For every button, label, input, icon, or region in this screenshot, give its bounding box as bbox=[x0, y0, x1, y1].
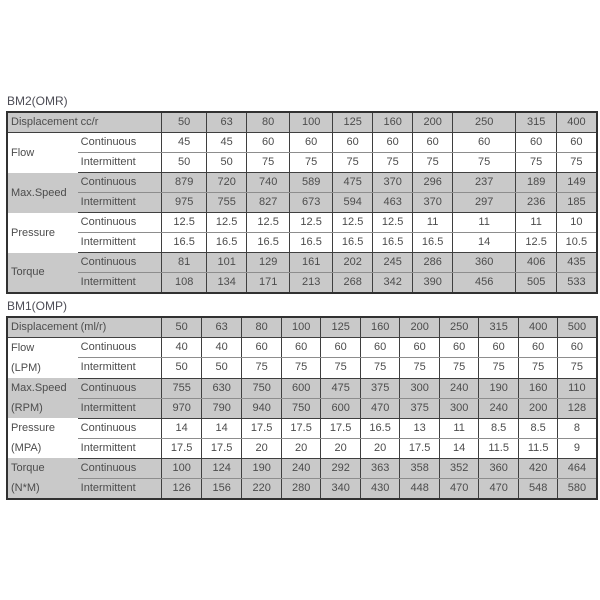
value-cell: 12.5 bbox=[373, 213, 413, 233]
value-cell: 594 bbox=[333, 193, 373, 213]
header-column-cell: 250 bbox=[453, 112, 516, 133]
value-cell: 340 bbox=[321, 478, 361, 499]
table-row bbox=[7, 418, 597, 438]
value-cell: 60 bbox=[321, 338, 361, 358]
group-label-cell bbox=[7, 133, 78, 173]
value-cell: 110 bbox=[558, 378, 597, 398]
value-cell: 720 bbox=[207, 173, 247, 193]
value-cell: 60 bbox=[373, 133, 413, 153]
value-cell: 213 bbox=[290, 273, 333, 294]
header-column-cell: 100 bbox=[282, 317, 321, 338]
value-cell: 268 bbox=[333, 273, 373, 294]
header-column-cell: 500 bbox=[558, 317, 597, 338]
sub-label-cell: Continuous bbox=[78, 378, 162, 398]
value-cell: 475 bbox=[321, 378, 361, 398]
value-cell: 12.5 bbox=[162, 213, 207, 233]
group-label-line: Torque bbox=[11, 266, 45, 279]
value-cell: 292 bbox=[321, 458, 361, 478]
group-label-line: Flow bbox=[11, 146, 35, 159]
value-cell: 600 bbox=[282, 378, 321, 398]
value-cell: 13 bbox=[400, 418, 440, 438]
value-cell: 470 bbox=[361, 398, 400, 418]
value-cell: 75 bbox=[516, 153, 557, 173]
value-cell: 240 bbox=[479, 398, 519, 418]
value-cell: 60 bbox=[290, 133, 333, 153]
value-cell: 75 bbox=[282, 358, 321, 378]
value-cell: 750 bbox=[282, 398, 321, 418]
value-cell: 60 bbox=[516, 133, 557, 153]
value-cell: 10.5 bbox=[557, 233, 597, 253]
group-label-line: Torque bbox=[11, 462, 45, 474]
header-column-cell: 100 bbox=[290, 112, 333, 133]
value-cell: 202 bbox=[333, 253, 373, 273]
value-cell: 11 bbox=[516, 213, 557, 233]
value-cell: 352 bbox=[440, 458, 479, 478]
sub-label-cell: Intermittent bbox=[78, 153, 162, 173]
value-cell: 14 bbox=[440, 438, 479, 458]
value-cell: 673 bbox=[290, 193, 333, 213]
value-cell: 296 bbox=[413, 173, 453, 193]
table-row bbox=[7, 458, 597, 478]
value-cell: 580 bbox=[558, 478, 597, 499]
value-cell: 75 bbox=[333, 153, 373, 173]
value-cell: 363 bbox=[361, 458, 400, 478]
value-cell: 17.5 bbox=[202, 438, 242, 458]
value-cell: 60 bbox=[558, 338, 597, 358]
table-row bbox=[7, 398, 597, 418]
value-cell: 827 bbox=[247, 193, 290, 213]
value-cell: 45 bbox=[207, 133, 247, 153]
value-cell: 8 bbox=[558, 418, 597, 438]
value-cell: 448 bbox=[400, 478, 440, 499]
value-cell: 17.5 bbox=[321, 418, 361, 438]
value-cell: 390 bbox=[413, 273, 453, 294]
sub-label-cell: Continuous bbox=[78, 253, 162, 273]
value-cell: 50 bbox=[162, 358, 202, 378]
header-column-cell: 315 bbox=[516, 112, 557, 133]
table-row bbox=[7, 438, 597, 458]
value-cell: 475 bbox=[333, 173, 373, 193]
value-cell: 100 bbox=[162, 458, 202, 478]
value-cell: 40 bbox=[202, 338, 242, 358]
value-cell: 75 bbox=[361, 358, 400, 378]
value-cell: 940 bbox=[242, 398, 282, 418]
header-column-cell: 63 bbox=[202, 317, 242, 338]
value-cell: 20 bbox=[361, 438, 400, 458]
value-cell: 10 bbox=[557, 213, 597, 233]
table-row bbox=[7, 173, 597, 193]
value-cell: 220 bbox=[242, 478, 282, 499]
value-cell: 630 bbox=[202, 378, 242, 398]
header-column-cell: 315 bbox=[479, 317, 519, 338]
table-row bbox=[7, 153, 597, 173]
value-cell: 342 bbox=[373, 273, 413, 294]
value-cell: 245 bbox=[373, 253, 413, 273]
value-cell: 375 bbox=[361, 378, 400, 398]
value-cell: 50 bbox=[207, 153, 247, 173]
value-cell: 75 bbox=[453, 153, 516, 173]
value-cell: 149 bbox=[557, 173, 597, 193]
value-cell: 60 bbox=[453, 133, 516, 153]
value-cell: 17.5 bbox=[400, 438, 440, 458]
header-column-cell: 125 bbox=[321, 317, 361, 338]
group-label-line: (RPM) bbox=[11, 402, 43, 414]
value-cell: 101 bbox=[207, 253, 247, 273]
value-cell: 435 bbox=[557, 253, 597, 273]
value-cell: 129 bbox=[247, 253, 290, 273]
group-label-line: (MPA) bbox=[11, 442, 42, 454]
table-row bbox=[7, 213, 597, 233]
value-cell: 11 bbox=[453, 213, 516, 233]
value-cell: 160 bbox=[519, 378, 558, 398]
sub-label-cell: Intermittent bbox=[78, 398, 162, 418]
value-cell: 108 bbox=[162, 273, 207, 294]
value-cell: 75 bbox=[479, 358, 519, 378]
value-cell: 50 bbox=[202, 358, 242, 378]
value-cell: 755 bbox=[162, 378, 202, 398]
group-label-cell bbox=[7, 253, 78, 294]
header-column-cell: 250 bbox=[440, 317, 479, 338]
value-cell: 60 bbox=[557, 133, 597, 153]
table-header-row bbox=[7, 317, 597, 338]
header-unit-cell: cc/r bbox=[78, 112, 162, 133]
value-cell: 128 bbox=[558, 398, 597, 418]
value-cell: 50 bbox=[162, 153, 207, 173]
value-cell: 9 bbox=[558, 438, 597, 458]
value-cell: 300 bbox=[400, 378, 440, 398]
value-cell: 17.5 bbox=[242, 418, 282, 438]
value-cell: 300 bbox=[440, 398, 479, 418]
value-cell: 60 bbox=[242, 338, 282, 358]
group-label-cell bbox=[7, 458, 78, 499]
value-cell: 470 bbox=[440, 478, 479, 499]
group-label-cell bbox=[7, 213, 78, 253]
value-cell: 420 bbox=[519, 458, 558, 478]
value-cell: 358 bbox=[400, 458, 440, 478]
header-unit-cell: (ml/r) bbox=[78, 317, 162, 338]
value-cell: 75 bbox=[519, 358, 558, 378]
value-cell: 14 bbox=[162, 418, 202, 438]
value-cell: 60 bbox=[333, 133, 373, 153]
value-cell: 60 bbox=[247, 133, 290, 153]
table-row bbox=[7, 273, 597, 294]
value-cell: 12.5 bbox=[247, 213, 290, 233]
value-cell: 406 bbox=[516, 253, 557, 273]
value-cell: 60 bbox=[519, 338, 558, 358]
value-cell: 12.5 bbox=[333, 213, 373, 233]
value-cell: 200 bbox=[519, 398, 558, 418]
value-cell: 600 bbox=[321, 398, 361, 418]
value-cell: 17.5 bbox=[162, 438, 202, 458]
value-cell: 81 bbox=[162, 253, 207, 273]
value-cell: 75 bbox=[321, 358, 361, 378]
value-cell: 14 bbox=[453, 233, 516, 253]
value-cell: 75 bbox=[557, 153, 597, 173]
value-cell: 16.5 bbox=[413, 233, 453, 253]
value-cell: 297 bbox=[453, 193, 516, 213]
value-cell: 190 bbox=[242, 458, 282, 478]
header-column-cell: 160 bbox=[373, 112, 413, 133]
value-cell: 75 bbox=[400, 358, 440, 378]
value-cell: 237 bbox=[453, 173, 516, 193]
header-column-cell: 50 bbox=[162, 317, 202, 338]
value-cell: 456 bbox=[453, 273, 516, 294]
sub-label-cell: Intermittent bbox=[78, 478, 162, 499]
value-cell: 463 bbox=[373, 193, 413, 213]
table-title-bm2-omr: BM2(OMR) bbox=[7, 94, 68, 108]
value-cell: 370 bbox=[413, 193, 453, 213]
value-cell: 190 bbox=[479, 378, 519, 398]
group-label-cell bbox=[7, 338, 78, 379]
value-cell: 533 bbox=[557, 273, 597, 294]
value-cell: 280 bbox=[282, 478, 321, 499]
value-cell: 75 bbox=[558, 358, 597, 378]
value-cell: 970 bbox=[162, 398, 202, 418]
value-cell: 75 bbox=[440, 358, 479, 378]
value-cell: 20 bbox=[242, 438, 282, 458]
table-row bbox=[7, 233, 597, 253]
value-cell: 16.5 bbox=[290, 233, 333, 253]
value-cell: 505 bbox=[516, 273, 557, 294]
sub-label-cell: Continuous bbox=[78, 418, 162, 438]
value-cell: 975 bbox=[162, 193, 207, 213]
value-cell: 156 bbox=[202, 478, 242, 499]
value-cell: 430 bbox=[361, 478, 400, 499]
value-cell: 126 bbox=[162, 478, 202, 499]
sub-label-cell: Intermittent bbox=[78, 193, 162, 213]
value-cell: 740 bbox=[247, 173, 290, 193]
group-label-line: Max.Speed bbox=[11, 382, 67, 394]
group-label-line: Pressure bbox=[11, 226, 56, 239]
value-cell: 790 bbox=[202, 398, 242, 418]
table-row bbox=[7, 133, 597, 153]
value-cell: 360 bbox=[479, 458, 519, 478]
value-cell: 12.5 bbox=[207, 213, 247, 233]
value-cell: 45 bbox=[162, 133, 207, 153]
value-cell: 470 bbox=[479, 478, 519, 499]
value-cell: 134 bbox=[207, 273, 247, 294]
group-label-line: (LPM) bbox=[11, 362, 41, 374]
header-label-cell: Displacement bbox=[7, 112, 78, 133]
value-cell: 75 bbox=[242, 358, 282, 378]
group-label-cell bbox=[7, 378, 78, 418]
sub-label-cell: Intermittent bbox=[78, 273, 162, 294]
value-cell: 16.5 bbox=[207, 233, 247, 253]
value-cell: 60 bbox=[479, 338, 519, 358]
value-cell: 17.5 bbox=[282, 418, 321, 438]
header-column-cell: 160 bbox=[361, 317, 400, 338]
value-cell: 464 bbox=[558, 458, 597, 478]
group-label-line: Max.Speed bbox=[11, 186, 67, 199]
value-cell: 124 bbox=[202, 458, 242, 478]
value-cell: 171 bbox=[247, 273, 290, 294]
sub-label-cell: Continuous bbox=[78, 213, 162, 233]
bm2-omr-spec-table bbox=[6, 111, 598, 294]
header-column-cell: 200 bbox=[400, 317, 440, 338]
value-cell: 12.5 bbox=[516, 233, 557, 253]
value-cell: 11.5 bbox=[519, 438, 558, 458]
value-cell: 60 bbox=[282, 338, 321, 358]
value-cell: 60 bbox=[413, 133, 453, 153]
value-cell: 8.5 bbox=[519, 418, 558, 438]
table-title-bm1-omp: BM1(OMP) bbox=[7, 299, 67, 313]
value-cell: 240 bbox=[440, 378, 479, 398]
value-cell: 16.5 bbox=[333, 233, 373, 253]
value-cell: 75 bbox=[247, 153, 290, 173]
value-cell: 14 bbox=[202, 418, 242, 438]
sub-label-cell: Intermittent bbox=[78, 358, 162, 378]
header-column-cell: 200 bbox=[413, 112, 453, 133]
group-label-line: Flow bbox=[11, 342, 35, 354]
value-cell: 20 bbox=[321, 438, 361, 458]
group-label-cell bbox=[7, 418, 78, 458]
header-column-cell: 400 bbox=[519, 317, 558, 338]
value-cell: 75 bbox=[413, 153, 453, 173]
table-header-row bbox=[7, 112, 597, 133]
value-cell: 185 bbox=[557, 193, 597, 213]
sub-label-cell: Continuous bbox=[78, 338, 162, 358]
value-cell: 360 bbox=[453, 253, 516, 273]
header-label-cell: Displacement bbox=[7, 317, 78, 338]
value-cell: 548 bbox=[519, 478, 558, 499]
table-row bbox=[7, 193, 597, 213]
value-cell: 755 bbox=[207, 193, 247, 213]
header-column-cell: 63 bbox=[207, 112, 247, 133]
value-cell: 370 bbox=[373, 173, 413, 193]
table-row bbox=[7, 338, 597, 358]
value-cell: 16.5 bbox=[162, 233, 207, 253]
value-cell: 11.5 bbox=[479, 438, 519, 458]
table-row bbox=[7, 253, 597, 273]
value-cell: 16.5 bbox=[373, 233, 413, 253]
header-column-cell: 125 bbox=[333, 112, 373, 133]
value-cell: 11 bbox=[413, 213, 453, 233]
value-cell: 60 bbox=[440, 338, 479, 358]
sub-label-cell: Intermittent bbox=[78, 233, 162, 253]
table-row bbox=[7, 358, 597, 378]
sub-label-cell: Continuous bbox=[78, 133, 162, 153]
header-column-cell: 400 bbox=[557, 112, 597, 133]
value-cell: 12.5 bbox=[290, 213, 333, 233]
value-cell: 11 bbox=[440, 418, 479, 438]
value-cell: 75 bbox=[373, 153, 413, 173]
table-row bbox=[7, 378, 597, 398]
value-cell: 60 bbox=[361, 338, 400, 358]
value-cell: 375 bbox=[400, 398, 440, 418]
table-row bbox=[7, 478, 597, 499]
value-cell: 75 bbox=[290, 153, 333, 173]
group-label-line: (N*M) bbox=[11, 482, 40, 494]
sub-label-cell: Continuous bbox=[78, 458, 162, 478]
sub-label-cell: Continuous bbox=[78, 173, 162, 193]
group-label-cell bbox=[7, 173, 78, 213]
value-cell: 879 bbox=[162, 173, 207, 193]
value-cell: 236 bbox=[516, 193, 557, 213]
value-cell: 161 bbox=[290, 253, 333, 273]
value-cell: 589 bbox=[290, 173, 333, 193]
header-column-cell: 50 bbox=[162, 112, 207, 133]
value-cell: 189 bbox=[516, 173, 557, 193]
value-cell: 8.5 bbox=[479, 418, 519, 438]
header-column-cell: 80 bbox=[242, 317, 282, 338]
value-cell: 16.5 bbox=[247, 233, 290, 253]
value-cell: 286 bbox=[413, 253, 453, 273]
sub-label-cell: Intermittent bbox=[78, 438, 162, 458]
value-cell: 60 bbox=[400, 338, 440, 358]
value-cell: 16.5 bbox=[361, 418, 400, 438]
header-column-cell: 80 bbox=[247, 112, 290, 133]
value-cell: 40 bbox=[162, 338, 202, 358]
bm1-omp-spec-table bbox=[6, 316, 598, 500]
value-cell: 750 bbox=[242, 378, 282, 398]
group-label-line: Pressure bbox=[11, 422, 56, 434]
value-cell: 20 bbox=[282, 438, 321, 458]
value-cell: 240 bbox=[282, 458, 321, 478]
